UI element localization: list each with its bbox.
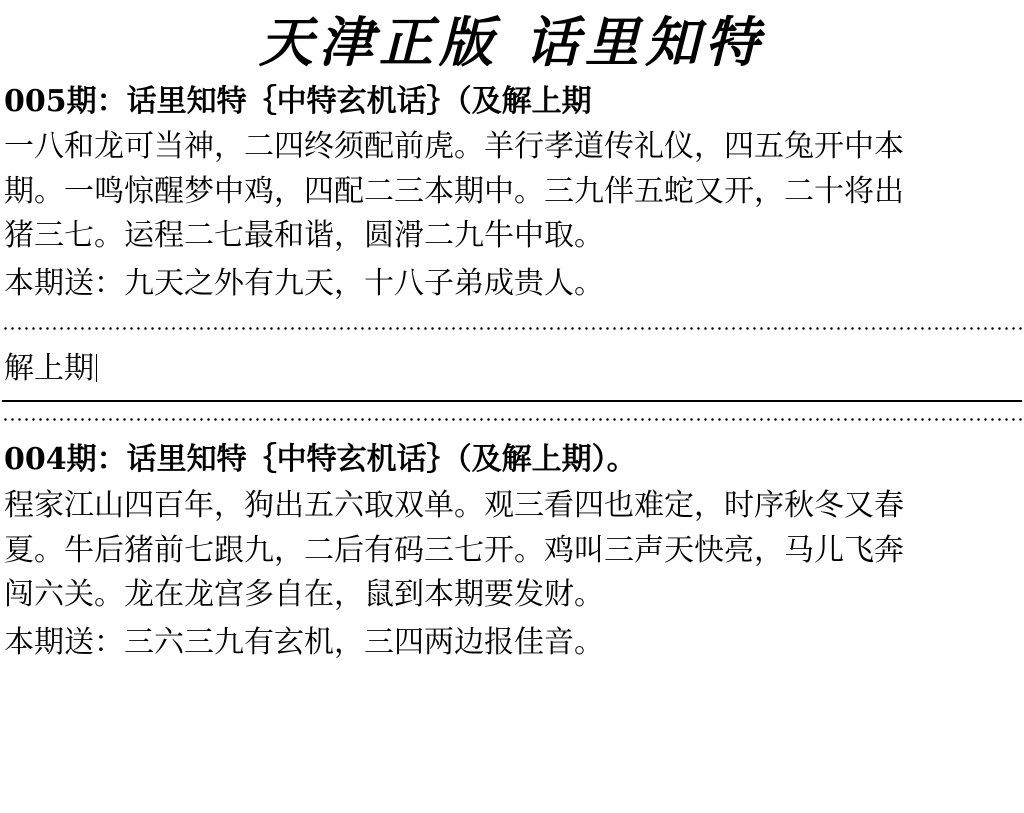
masthead [2,0,1022,77]
send-line-005 [2,262,1022,306]
body-line: 一八和龙可当神，二四终须配前虎。羊行孝道传礼仪，四五兔开中本 [4,129,904,165]
divider-dotted-bottom [2,418,1022,421]
send-label: 本期送： [4,265,124,301]
answer-value [96,354,109,382]
body-line: 程家江山四百年，狗出五六取双单。观三看四也难定，时序秋冬又春 [4,487,904,523]
answer-block [2,348,1022,390]
section-title-004 [2,441,1022,479]
send-text: 三六三九有玄机，三四两边报佳音。 [124,624,604,660]
send-text: 九天之外有九天，十八子弟成贵人。 [124,265,604,301]
send-line-004 [2,621,1022,665]
issue-number-004: 004 [4,442,67,478]
body-line: 闯六关。龙在龙宫多自在，鼠到本期要发财。 [4,577,604,613]
section-body-004 [2,485,1022,617]
issue-number-005: 005 [4,83,67,119]
divider-solid [2,400,1022,402]
send-label: 本期送： [4,624,124,660]
section-title-005 [2,83,1022,121]
body-line: 夏。牛后猪前七跟九，二后有码三七开。鸡叫三声天快亮，马儿飞奔 [4,532,904,568]
issue-title-005: 期：话里知特｛中特玄机话｝（及解上期 [66,83,592,119]
answer-label: 解上期 [4,351,94,387]
body-line: 期。一鸣惊醒梦中鸡，四配二三本期中。三九伴五蛇又开，二十将出 [4,173,904,209]
body-line: 猪三七。运程二七最和谐，圆滑二九牛中取。 [4,218,604,254]
masthead-right: 话里知特 [525,10,765,74]
masthead-left: 天津正版 [259,10,499,74]
divider-dotted-top [2,327,1022,330]
issue-title-004: 期：话里知特｛中特玄机话｝（及解上期）。 [66,442,637,478]
section-body-005 [2,126,1022,258]
